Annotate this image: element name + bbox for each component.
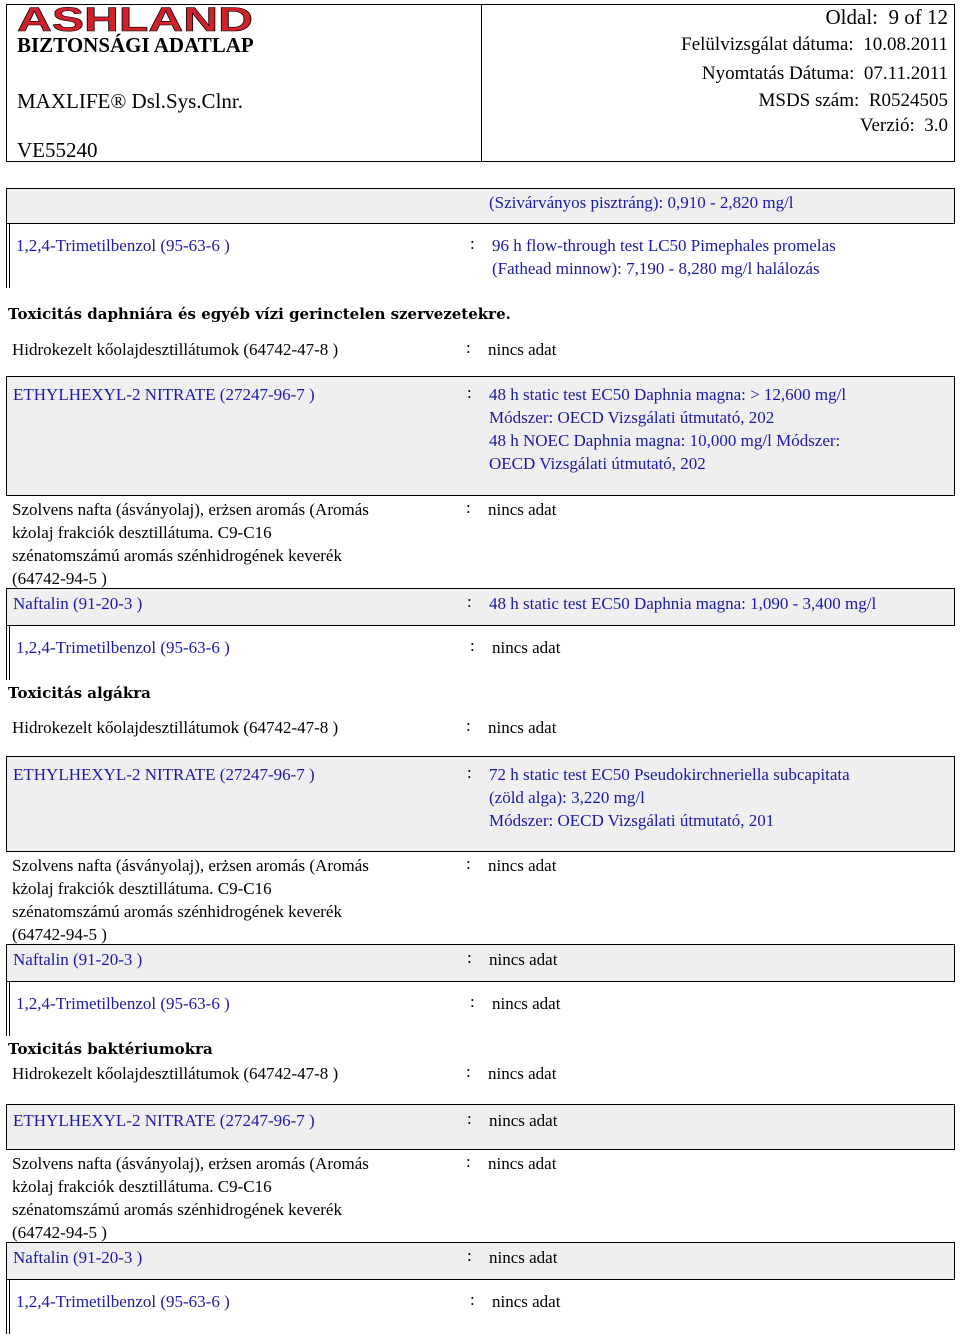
- substance-name: Szolvens nafta (ásványolaj), erżsen aromás (Aromás kżolaj frakciók desztillátuma. C9-C16 szénatomszámú aromás szénhidrogének keverék (64742-94-5 ): [12, 500, 369, 588]
- bacteria-hydro-row: Hidrokezelt kőolajdesztillátumok (64742-47-8 ) : nincs adat: [12, 1062, 557, 1083]
- fish-trimethyl-value: 96 h flow-through test LC50 Pimephales promelas (Fathead minnow): 7,190 - 8,280 mg/l halálozás: [492, 236, 836, 278]
- substance-name: Naftalin (91-20-3 ): [13, 1248, 143, 1267]
- value: nincs adat: [488, 340, 557, 359]
- value: 48 h static test EC50 Daphnia magna: > 12,600 mg/l Módszer: OECD Vizsgálati útmutató, 202 48 h NOEC Daphnia magna: 10,000 mg/l Módszer: OECD Vizsgálati útmutató, 202: [489, 385, 847, 473]
- revision-date: Felülvizsgálat dátuma: 10.08.2011: [681, 34, 948, 55]
- product-name: MAXLIFE® Dsl.Sys.Clnr.: [17, 89, 243, 113]
- substance-name: Hidrokezelt kőolajdesztillátumok (64742-47-8 ): [12, 340, 339, 359]
- msds-number: MSDS szám: R0524505: [758, 90, 948, 111]
- fish-value: (Szivárványos pisztráng): 0,910 - 2,820 mg/l: [489, 193, 794, 212]
- daphnia-hydro-row: Hidrokezelt kőolajdesztillátumok (64742-47-8 ) : nincs adat: [12, 338, 557, 359]
- bacteria-naphthalene-row: Naftalin (91-20-3 ) : nincs adat: [6, 1242, 955, 1280]
- substance-name: Naftalin (91-20-3 ): [13, 950, 143, 969]
- product-code: VE55240: [17, 138, 98, 162]
- substance-name: ETHYLHEXYL-2 NITRATE (27247-96-7 ): [13, 385, 315, 404]
- daphnia-naphthalene-row: Naftalin (91-20-3 ) : 48 h static test EC50 Daphnia magna: 1,090 - 3,400 mg/l: [6, 588, 955, 626]
- bacteria-ethylhexyl-row: ETHYLHEXYL-2 NITRATE (27247-96-7 ) : nincs adat: [6, 1104, 955, 1150]
- substance-name: 1,2,4-Trimetilbenzol (95-63-6 ): [16, 236, 230, 255]
- substance-name: Hidrokezelt kőolajdesztillátumok (64742-47-8 ): [12, 1064, 339, 1083]
- version: Verzió: 3.0: [859, 115, 948, 136]
- substance-name: ETHYLHEXYL-2 NITRATE (27247-96-7 ): [13, 1111, 315, 1130]
- value: nincs adat: [489, 1111, 558, 1130]
- substance-name: Hidrokezelt kőolajdesztillátumok (64742-47-8 ): [12, 718, 339, 737]
- value: 72 h static test EC50 Pseudokirchneriella subcapitata (zöld alga): 3,220 mg/l Módszer: OECD Vizsgálati útmutató, 201: [489, 765, 850, 830]
- fish-continuation-row: [6, 188, 955, 224]
- value: nincs adat: [488, 500, 557, 519]
- bacteria-solvent-row: Szolvens nafta (ásványolaj), erżsen aromás (Aromás kżolaj frakciók desztillátuma. C9-C16 szénatomszámú aromás szénhidrogének keverék (64742-94-5 ) : nincs adat: [12, 1152, 557, 1242]
- substance-name: 1,2,4-Trimetilbenzol (95-63-6 ): [16, 994, 230, 1013]
- substance-name: Szolvens nafta (ásványolaj), erżsen aromás (Aromás kżolaj frakciók desztillátuma. C9-C16 szénatomszámú aromás szénhidrogének keverék (64742-94-5 ): [12, 1154, 369, 1242]
- value: nincs adat: [488, 718, 557, 737]
- substance-name: 1,2,4-Trimetilbenzol (95-63-6 ): [16, 1292, 230, 1311]
- algae-hydro-row: Hidrokezelt kőolajdesztillátumok (64742-47-8 ) : nincs adat: [12, 716, 557, 737]
- bacteria-trimethyl-row: 1,2,4-Trimetilbenzol (95-63-6 ) : nincs adat: [6, 1280, 955, 1334]
- value: nincs adat: [492, 638, 561, 657]
- daphnia-solvent-row: Szolvens nafta (ásványolaj), erżsen aromás (Aromás kżolaj frakciók desztillátuma. C9-C16 szénatomszámú aromás szénhidrogének keverék (64742-94-5 ) : nincs adat: [12, 498, 557, 588]
- value: nincs adat: [488, 1154, 557, 1173]
- value: nincs adat: [488, 1064, 557, 1083]
- section-bacteria: Toxicitás baktériumokra: [8, 1040, 213, 1058]
- substance-name: 1,2,4-Trimetilbenzol (95-63-6 ): [16, 638, 230, 657]
- page-indicator: Oldal: 9 of 12: [825, 5, 948, 29]
- algae-ethylhexyl-row: ETHYLHEXYL-2 NITRATE (27247-96-7 ) : 72 h static test EC50 Pseudokirchneriella subcapitata (zöld alga): 3,220 mg/l Módszer: OECD Vizsgálati útmutató, 201: [6, 756, 955, 852]
- substance-name: ETHYLHEXYL-2 NITRATE (27247-96-7 ): [13, 765, 315, 784]
- fish-trimethyl-row: 1,2,4-Trimetilbenzol (95-63-6 ) : 96 h flow-through test LC50 Pimephales promelas (Fathead minnow): 7,190 - 8,280 mg/l halálozás: [6, 224, 955, 288]
- substance-name: Szolvens nafta (ásványolaj), erżsen aromás (Aromás kżolaj frakciók desztillátuma. C9-C16 szénatomszámú aromás szénhidrogének keverék (64742-94-5 ): [12, 856, 369, 944]
- value: nincs adat: [489, 1248, 558, 1267]
- section-daphnia: Toxicitás daphniára és egyéb vízi gerinctelen szervezetekre.: [8, 305, 511, 323]
- value: 48 h static test EC50 Daphnia magna: 1,090 - 3,400 mg/l: [489, 594, 877, 613]
- algae-solvent-row: Szolvens nafta (ásványolaj), erżsen aromás (Aromás kżolaj frakciók desztillátuma. C9-C16 szénatomszámú aromás szénhidrogének keverék (64742-94-5 ) : nincs adat: [12, 854, 557, 944]
- section-algae: Toxicitás algákra: [8, 684, 151, 702]
- ashland-logo: [17, 4, 253, 34]
- document-title: BIZTONSÁGI ADATLAP: [17, 33, 254, 57]
- substance-name: Naftalin (91-20-3 ): [13, 594, 143, 613]
- value: nincs adat: [492, 994, 561, 1013]
- daphnia-trimethyl-row: 1,2,4-Trimetilbenzol (95-63-6 ) : nincs adat: [6, 626, 955, 680]
- algae-naphthalene-row: Naftalin (91-20-3 ) : nincs adat: [6, 944, 955, 982]
- daphnia-ethylhexyl-row: ETHYLHEXYL-2 NITRATE (27247-96-7 ) : 48 h static test EC50 Daphnia magna: > 12,600 mg/l Módszer: OECD Vizsgálati útmutató, 202 48 h NOEC Daphnia magna: 10,000 mg/l Módszer: OECD Vizsgálati útmutató, 202: [6, 376, 955, 496]
- value: nincs adat: [488, 856, 557, 875]
- svg-text:ASHLAND: ASHLAND: [17, 4, 253, 34]
- algae-trimethyl-row: 1,2,4-Trimetilbenzol (95-63-6 ) : nincs adat: [6, 982, 955, 1036]
- value: nincs adat: [492, 1292, 561, 1311]
- value: nincs adat: [489, 950, 558, 969]
- header-divider: [481, 4, 482, 162]
- print-date: Nyomtatás Dátuma: 07.11.2011: [701, 63, 948, 84]
